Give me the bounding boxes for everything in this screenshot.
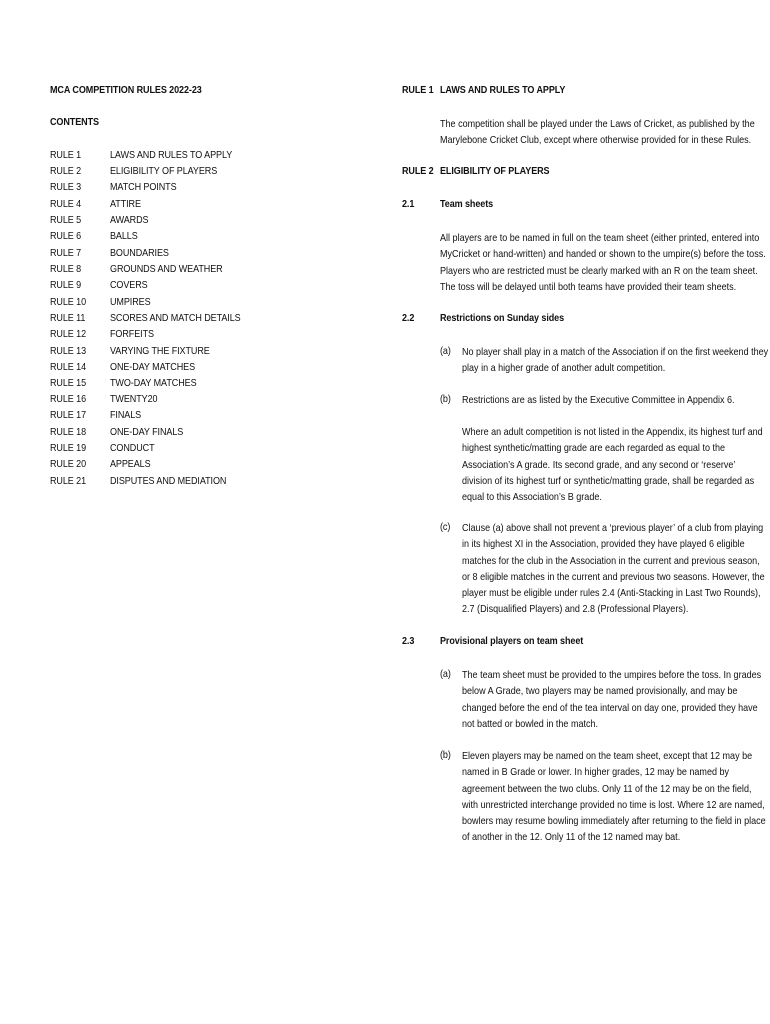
- toc-rule-title: AWARDS: [110, 214, 149, 226]
- toc-rule-title: TWENTY20: [110, 393, 158, 405]
- rule-1-number: RULE 1: [402, 84, 434, 96]
- toc-rule-number: RULE 1: [50, 149, 82, 161]
- document-title: MCA COMPETITION RULES 2022-23: [50, 84, 202, 96]
- toc-rule-number: RULE 2: [50, 165, 82, 177]
- rule-2-title: ELIGIBILITY OF PLAYERS: [440, 165, 550, 177]
- toc-rule-number: RULE 7: [50, 247, 82, 259]
- toc-rule-number: RULE 20: [50, 458, 87, 470]
- toc-rule-title: VARYING THE FIXTURE: [110, 345, 210, 357]
- toc-rule-title: DISPUTES AND MEDIATION: [110, 475, 227, 487]
- clause-label: (c): [440, 521, 451, 533]
- paragraph-line: in its highest XI in the Association, provided they have played 6 eligible: [462, 538, 745, 551]
- toc-rule-number: RULE 18: [50, 426, 87, 438]
- paragraph-line: Eleven players may be named on the team sheet, except that 12 may be: [462, 750, 753, 762]
- toc-rule-title: FORFEITS: [110, 328, 154, 340]
- paragraph-line: Players who are restricted must be clearly marked with an R on the team sheet.: [440, 264, 758, 277]
- paragraph-line: Clause (a) above shall not prevent a ‘previous player’ of a club from playing: [462, 522, 764, 534]
- toc-rule-number: RULE 3: [50, 181, 82, 193]
- clause-2-2-b-continuation: [462, 424, 763, 505]
- paragraph-line: not batted or bowled in the match.: [462, 717, 599, 730]
- clause-2-3-a-text: [462, 667, 761, 732]
- paragraph-line: play in a higher grade of another adult competition.: [462, 362, 666, 375]
- toc-rule-number: RULE 4: [50, 198, 82, 210]
- paragraph-line: All players are to be named in full on the team sheet (either printed, entered into: [440, 232, 760, 244]
- paragraph-line: Association’s A grade. Its second grade, and any second or ‘reserve’: [462, 458, 736, 471]
- toc-rule-title: CONDUCT: [110, 442, 155, 454]
- toc-rule-number: RULE 13: [50, 345, 87, 357]
- paragraph-line: of another in the 12. Only 11 of the 12 named may bat.: [462, 831, 681, 844]
- toc-rule-number: RULE 12: [50, 328, 87, 340]
- toc-rule-title: APPEALS: [110, 458, 151, 470]
- toc-rule-number: RULE 8: [50, 263, 82, 275]
- rule-2-number: RULE 2: [402, 165, 434, 177]
- section-2-3-number: 2.3: [402, 635, 415, 647]
- section-2-2-number: 2.2: [402, 312, 415, 324]
- paragraph-line: Restrictions are as listed by the Executive Committee in Appendix 6.: [462, 394, 735, 406]
- paragraph-line: bowlers may resume bowling immediately after returning to the field in place: [462, 815, 766, 828]
- toc-rule-title: UMPIRES: [110, 296, 151, 308]
- paragraph-line: matches for the club in the Association in the current and previous season,: [462, 554, 760, 567]
- toc-rule-number: RULE 17: [50, 409, 87, 421]
- toc-rule-number: RULE 5: [50, 214, 82, 226]
- paragraph-line: The team sheet must be provided to the umpires before the toss. In grades: [462, 669, 762, 681]
- paragraph-line: The competition shall be played under the Laws of Cricket, as published by the: [440, 118, 755, 130]
- paragraph-line: division of its highest turf or synthetic/matting grade, shall be regarded as: [462, 474, 755, 487]
- clause-2-3-b-text: [462, 748, 766, 846]
- clause-label: (a): [440, 345, 451, 357]
- toc-rule-title: ATTIRE: [110, 198, 141, 210]
- toc-rule-number: RULE 6: [50, 230, 82, 242]
- clause-label: (a): [440, 668, 451, 680]
- paragraph-line: with unrestricted interchange provided no time is lost. Where 12 are named,: [462, 798, 765, 811]
- paragraph-line: changed before the end of the tea interval on day one, provided they have: [462, 701, 758, 714]
- clause-2-2-c-text: [462, 520, 765, 618]
- paragraph-line: below A Grade, two players may be named provisionally, and may be: [462, 685, 738, 698]
- paragraph-line: The toss will be delayed until both teams have provided their team sheets.: [440, 280, 737, 293]
- rule-1-paragraph: [440, 116, 755, 149]
- clause-2-2-a-text: [462, 344, 768, 377]
- toc-rule-number: RULE 15: [50, 377, 87, 389]
- paragraph-line: 2.7 (Disqualified Players) and 2.8 (Professional Players).: [462, 603, 689, 616]
- section-2-1-title: Team sheets: [440, 198, 494, 210]
- paragraph-line: Marylebone Cricket Club, except where otherwise provided for in these Rules.: [440, 134, 752, 147]
- paragraph-line: equal to this Association’s B grade.: [462, 491, 602, 504]
- paragraph-line: highest synthetic/matting grade are each regarded as equal to the: [462, 442, 726, 455]
- toc-rule-title: ONE-DAY MATCHES: [110, 361, 196, 373]
- clause-label: (b): [440, 749, 451, 761]
- paragraph-line: Where an adult competition is not listed in the Appendix, its highest turf and: [462, 426, 763, 438]
- toc-rule-number: RULE 11: [50, 312, 86, 324]
- section-2-2-title: Restrictions on Sunday sides: [440, 312, 565, 324]
- clause-2-2-b-text: [462, 392, 735, 408]
- toc-rule-number: RULE 9: [50, 279, 82, 291]
- toc-rule-title: BOUNDARIES: [110, 247, 169, 259]
- toc-rule-title: ELIGIBILITY OF PLAYERS: [110, 165, 218, 177]
- paragraph-line: MyCricket or hand-written) and handed or shown to the umpire(s) before the toss.: [440, 248, 766, 261]
- toc-rule-title: TWO-DAY MATCHES: [110, 377, 197, 389]
- section-2-1-paragraph: [440, 230, 766, 295]
- toc-rule-title: GROUNDS AND WEATHER: [110, 263, 223, 275]
- toc-rule-title: BALLS: [110, 230, 138, 242]
- toc-rule-title: COVERS: [110, 279, 148, 291]
- toc-rule-number: RULE 10: [50, 296, 87, 308]
- toc-rule-number: RULE 21: [50, 475, 87, 487]
- paragraph-line: player must be eligible under rules 2.4 (Anti-Stacking in Last Two Rounds),: [462, 587, 761, 600]
- toc-rule-number: RULE 19: [50, 442, 87, 454]
- toc-rule-number: RULE 14: [50, 361, 87, 373]
- toc-rule-title: FINALS: [110, 409, 142, 421]
- clause-label: (b): [440, 393, 451, 405]
- paragraph-line: No player shall play in a match of the Association if on the first weekend they: [462, 346, 769, 358]
- section-2-3-title: Provisional players on team sheet: [440, 635, 584, 647]
- rule-1-title: LAWS AND RULES TO APPLY: [440, 84, 566, 96]
- section-2-1-number: 2.1: [402, 198, 415, 210]
- contents-heading: CONTENTS: [50, 116, 99, 128]
- paragraph-line: named in B Grade or lower. In higher grades, 12 may be named by: [462, 766, 730, 779]
- toc-rule-title: MATCH POINTS: [110, 181, 177, 193]
- toc-rule-title: LAWS AND RULES TO APPLY: [110, 149, 233, 161]
- paragraph-line: or 8 eligible matches in the current and previous two seasons. However, the: [462, 570, 765, 583]
- paragraph-line: agreement between the two clubs. Only 11 of the 12 may be on the field,: [462, 782, 752, 795]
- toc-rule-title: ONE-DAY FINALS: [110, 426, 184, 438]
- toc-rule-number: RULE 16: [50, 393, 87, 405]
- toc-rule-title: SCORES AND MATCH DETAILS: [110, 312, 241, 324]
